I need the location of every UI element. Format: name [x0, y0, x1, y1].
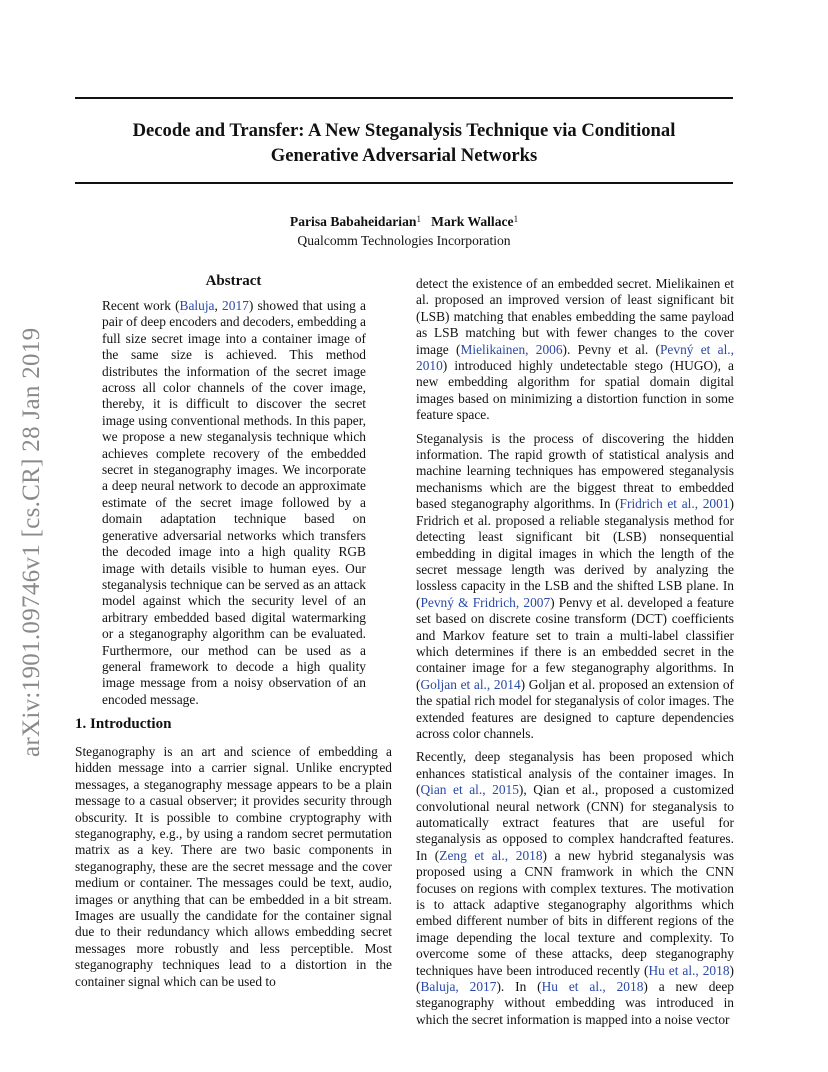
paragraph-text: ) Fridrich et al. proposed a reliable steganalysis method for detecting least significant bit (LSB) nonsequential embedding in digital images in which the length of the secret message length was derived by analyzing the lossless capacity in the LSB and the shifted LSB plane. In (: [416, 496, 734, 610]
author-names: [75, 210, 733, 231]
author-2: Mark Wallace: [431, 214, 514, 229]
author-1-affil-mark: 1: [416, 214, 421, 224]
abstract-text-1: Recent work (: [102, 298, 180, 313]
paper-title: [75, 118, 733, 168]
abstract-body: [102, 298, 366, 708]
citation-link[interactable]: Mielikainen, 2006: [460, 341, 563, 357]
citation-link[interactable]: 2017: [222, 298, 249, 313]
paragraph-text: Recently, deep steganalysis has been proposed which enhances statistical analysis of the container images. In (: [416, 749, 734, 798]
citation-link[interactable]: Goljan et al., 2014: [420, 676, 521, 692]
abstract-text-2: ,: [214, 298, 223, 313]
paragraph-text: ) introduced highly undetectable stego (HUGO), a new embedding algorithm for spatial domain digital images based on minimizing a distortion function in some feature space.: [416, 358, 734, 423]
bottom-title-rule: [75, 182, 733, 184]
paragraph-text: ) Penvy et al. developed a feature set based on discrete cosine transform (DCT) coefficients and Markov feature set to train a multi-label classifier which determines if there is an embedded secret in the container image for a few steganography algorithms. In (: [416, 594, 734, 692]
paragraph-text: ) a new hybrid steganalysis was proposed using a CNN framwork in which the CNN focuses on regions with complex textures. The motivation is to attack adaptive steganography algorithms which embed different number of bits in different regions of the image depending the local texture and complexity. To overcome some of these attacks, deep steganography techniques have been introduced recently (: [416, 847, 734, 978]
citation-link[interactable]: Fridrich et al., 2001: [619, 496, 730, 512]
abstract-heading: Abstract: [205, 273, 262, 289]
citation-link[interactable]: Baluja: [179, 298, 215, 313]
paragraph-text: ) a new deep steganography without embedding was introduced in which the secret information is mapped into a noise vector: [416, 979, 734, 1027]
section-heading-introduction: 1. Introduction: [75, 716, 172, 732]
paragraph-text: Steganalysis is the process of discovering the hidden information. The rapid growth of statistical analysis and machine learning techniques has empowered steganalysis mechanisms which are the biggest threat to embedded based steganography algorithms. In (: [416, 430, 734, 512]
citation-link[interactable]: Pevný et al., 2010: [416, 341, 734, 374]
affiliation: Qualcomm Technologies Incorporation: [297, 233, 511, 248]
author-2-affil-mark: 1: [513, 214, 519, 224]
author-1: Parisa Babaheidarian: [289, 214, 417, 229]
paragraph-text: detect the existence of an embedded secret. Mielikainen et al. proposed an improved version of least significant bit (LSB) matching that enables embedding the same payload as LSB matching but with fewer changes to the cover image (: [416, 276, 734, 357]
abstract-text-3: ) showed that using a pair of deep encoders and decoders, embedding a full size secret image into a container image of the same size is achieved. This method distributes the information of the secret image across all color channels of the cover image, thereby, it is difficult to discover the secret image using conventional methods. In this paper, we propose a new steganalysis technique which achieves complete recovery of the embedded secret in steganography images. We incorporate a deep neural network to decode an approximate estimate of the secret image followed by a domain adaptation technique based on generative adversarial networks which transfers the decoded image into a high quality RGB image with details visible to human eyes. Our steganalysis technique can be served as an attack model against which the security level of an arbitrary embedded based digital watermarking or a steganography algorithm can be evaluated. Furthermore, our method can be used as a general framework to decode a high quality image message from a noisy observation of an encoded message.: [102, 298, 366, 707]
paragraph-text: ). Pevny et al. (: [562, 341, 660, 357]
paragraph: [416, 431, 734, 743]
paragraph-text: ) (: [416, 962, 734, 995]
paragraph-text: ), Qian et al., proposed a customized convolutional neural network (CNN) for steganalysis to automatically extract features that are useful for steganalysis as opposed to complex handcrafted features. In (: [416, 782, 734, 863]
title-line-1: Decode and Transfer: A New Steganalysis Technique via Conditional: [132, 120, 676, 141]
introduction-body: Steganography is an art and science of embedding a hidden message into a carrier signal. Unlike encrypted messages, a steganography message appears to be a plain message to a casual observer; it provides security through obscurity. It is possible to combine cryptography with steganography, e.g., by using a random secret permutation matrix as a key. There are two basic components in steganography, these are the secret message and the cover medium or container. The messages could be text, audio, images or anything that can be embedded in a bit stream. Images are usually the candidate for the container signal due to their redundancy which allows embedding secret messages more robustly and less perceptible. Most steganography techniques lead to a distortion in the container signal which can be used to: [75, 744, 392, 989]
paragraph-text: ) Goljan et al. proposed an extension of the spatial rich model for steganalysis of color images. The extended features are designed to capture dependencies across color channels.: [416, 676, 734, 741]
title-line-2: Generative Adversarial Networks: [270, 145, 538, 166]
right-column: [416, 276, 734, 1035]
author-block: [75, 210, 733, 250]
citation-link[interactable]: Zeng et al., 2018: [439, 847, 543, 863]
citation-link[interactable]: Qian et al., 2015: [420, 782, 519, 798]
citation-link[interactable]: Pevný & Fridrich, 2007: [420, 594, 551, 610]
citation-link[interactable]: Baluja, 2017: [420, 979, 497, 995]
paragraph-text: ). In (: [496, 979, 542, 995]
paragraph: [416, 276, 734, 424]
arxiv-side-stamp: arXiv:1901.09746v1 [cs.CR] 28 Jan 2019: [18, 327, 45, 757]
paragraph: [416, 749, 734, 1028]
citation-link[interactable]: Hu et al., 2018: [541, 979, 644, 995]
top-rule: [75, 97, 733, 99]
citation-link[interactable]: Hu et al., 2018: [648, 962, 730, 978]
